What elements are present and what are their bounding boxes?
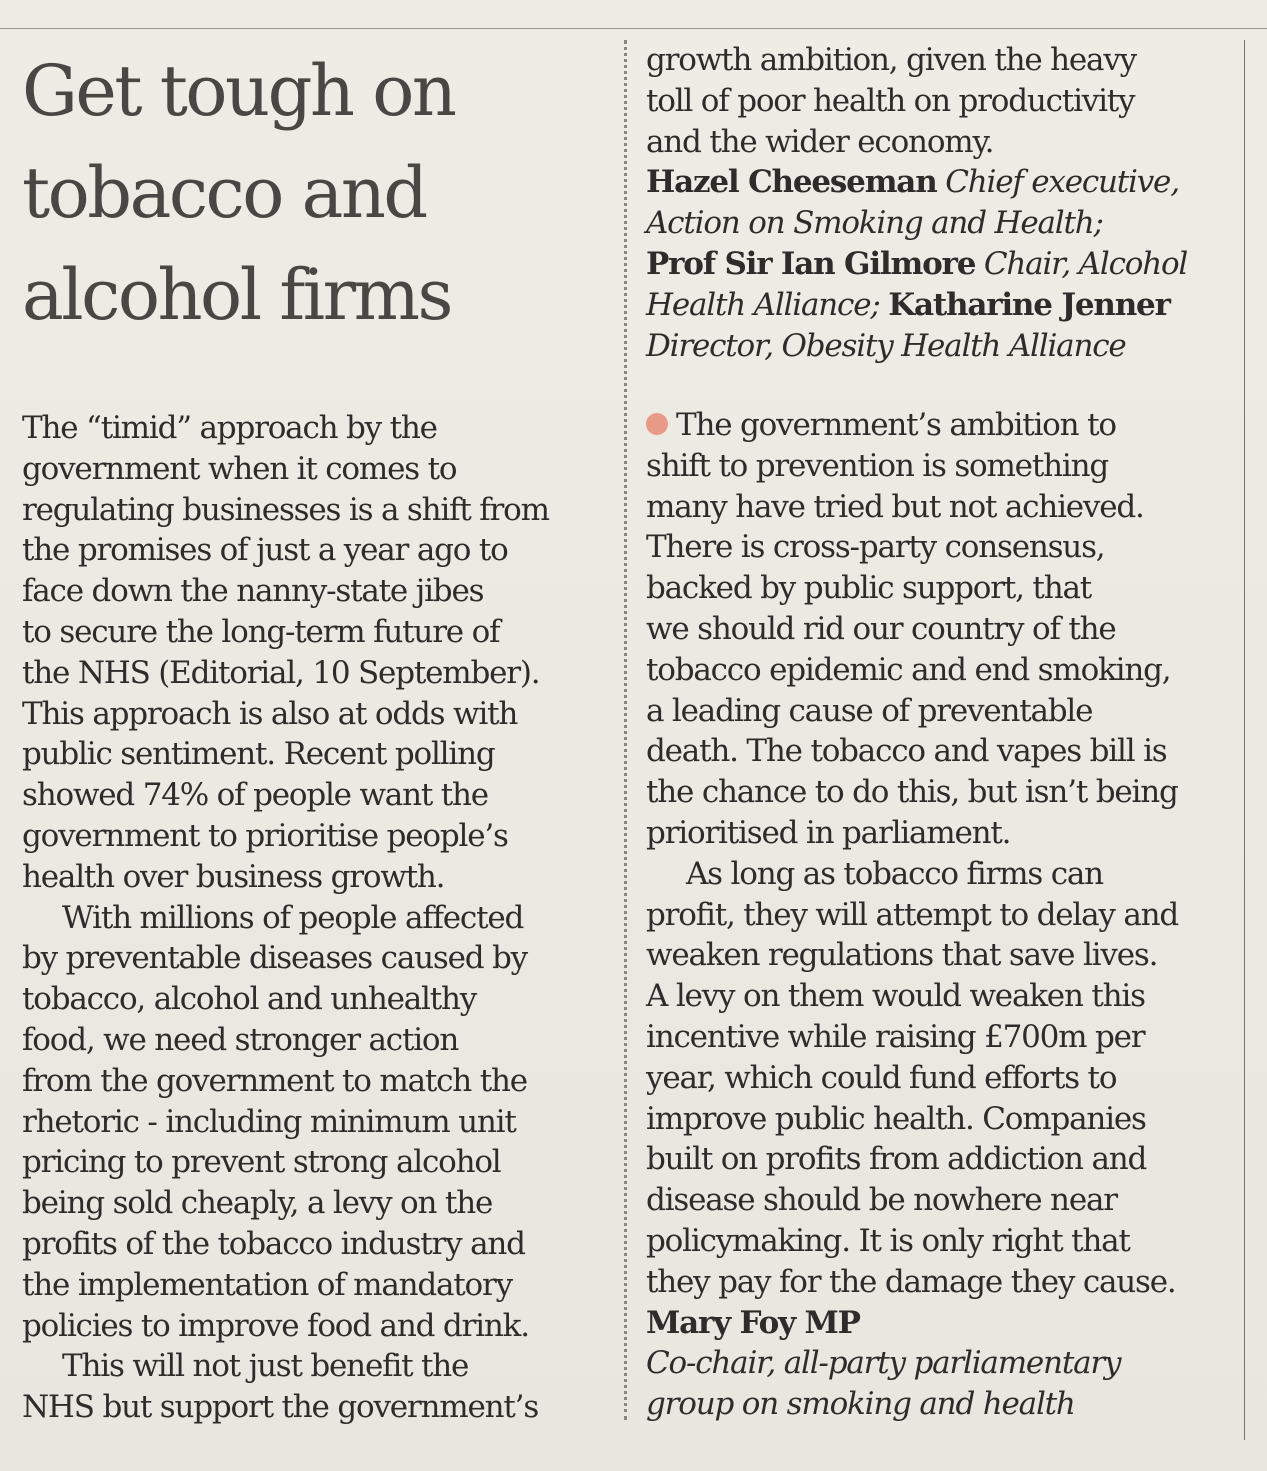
text-line: built on profits from addiction and bbox=[646, 1141, 1147, 1178]
text-line: the chance to do this, but isn’t being bbox=[646, 774, 1178, 811]
right-rule bbox=[1244, 40, 1245, 1440]
text-line: the NHS (Editorial, 10 September). bbox=[22, 654, 540, 691]
letter-1-continuation bbox=[646, 40, 1236, 366]
text-line: from the government to match the bbox=[22, 1062, 527, 1099]
headline-line: alcohol firms bbox=[22, 254, 451, 336]
text-line: regulating businesses is a shift from bbox=[22, 491, 549, 528]
text-line: growth ambition, given the heavy bbox=[646, 42, 1136, 78]
text-line: showed 74% of people want the bbox=[22, 777, 488, 814]
text-line: government to prioritise people’s bbox=[22, 817, 508, 854]
signatory-line bbox=[646, 244, 1236, 285]
text-line: prioritised in parliament. bbox=[646, 814, 1011, 851]
text-line: toll of poor health on productivity bbox=[646, 82, 1135, 119]
text-line: and the wider economy. bbox=[646, 123, 994, 160]
text-line: policymaking. It is only right that bbox=[646, 1222, 1130, 1259]
text-line: the promises of just a year ago to bbox=[22, 532, 508, 569]
text-line: to secure the long-term future of bbox=[22, 613, 500, 650]
text-line: being sold cheaply, a levy on the bbox=[22, 1185, 493, 1222]
text-line: death. The tobacco and vapes bill is bbox=[646, 733, 1167, 770]
text-line: As long as tobacco firms can bbox=[686, 855, 1103, 892]
text-line: tobacco epidemic and end smoking, bbox=[646, 651, 1171, 688]
text-line: incentive while raising £700m per bbox=[646, 1018, 1145, 1055]
text-line: health over business growth. bbox=[22, 858, 445, 895]
text-line: food, we need stronger action bbox=[22, 1021, 459, 1058]
text-line: This will not just benefit the bbox=[62, 1348, 469, 1385]
letter-2-body bbox=[646, 405, 1236, 1425]
text-line: backed by public support, that bbox=[646, 570, 1091, 607]
text-line: by preventable diseases caused by bbox=[22, 940, 527, 977]
text-line: public sentiment. Recent polling bbox=[22, 736, 495, 773]
bullet-dot-icon bbox=[646, 413, 668, 435]
text-line-content: The government’s ambition to bbox=[676, 407, 1116, 443]
signatory-line bbox=[646, 285, 1236, 326]
text-line: a leading cause of preventable bbox=[646, 692, 1093, 729]
text-line: year, which could fund efforts to bbox=[646, 1059, 1117, 1096]
text-line: The “timid” approach by the bbox=[22, 410, 437, 446]
column-divider bbox=[624, 40, 627, 1420]
text-line: we should rid our country of the bbox=[646, 610, 1116, 647]
letter-1-paragraph-1 bbox=[22, 408, 612, 898]
text-line: the implementation of mandatory bbox=[22, 1266, 512, 1303]
text-line: government when it comes to bbox=[22, 450, 457, 487]
text-line: There is cross-party consensus, bbox=[646, 529, 1105, 566]
text-line: profits of the tobacco industry and bbox=[22, 1225, 525, 1262]
signatory-title: Health Alliance; bbox=[646, 286, 880, 323]
signatory-line bbox=[646, 162, 1236, 203]
text-line: face down the nanny-state jibes bbox=[22, 573, 484, 610]
text-line: profit, they will attempt to delay and bbox=[646, 896, 1179, 933]
text-line: This approach is also at odds with bbox=[22, 695, 518, 732]
letter-1-body bbox=[22, 408, 612, 1428]
signatory-name: Katharine Jenner bbox=[888, 286, 1170, 323]
text-line: With millions of people affected bbox=[62, 899, 524, 936]
signatory-title: Chief executive, bbox=[945, 164, 1179, 201]
letter-2-paragraph-1 bbox=[646, 405, 1236, 854]
text-line: NHS but support the government’s bbox=[22, 1389, 539, 1426]
text-line: rhetoric - including minimum unit bbox=[22, 1103, 516, 1140]
signatory-title: Director, Obesity Health Alliance bbox=[646, 327, 1126, 364]
top-rule bbox=[0, 28, 1267, 29]
text-line: many have tried but not achieved. bbox=[646, 488, 1144, 525]
headline bbox=[22, 40, 612, 346]
text-line bbox=[646, 405, 1236, 446]
signatory-title: group on smoking and health bbox=[646, 1386, 1075, 1423]
text-line: policies to improve food and drink. bbox=[22, 1307, 529, 1344]
letter-1-paragraph-3 bbox=[22, 1346, 612, 1428]
signatory-name: Prof Sir Ian Gilmore bbox=[646, 245, 976, 282]
text-line: improve public health. Companies bbox=[646, 1100, 1146, 1137]
signatory-name: Mary Foy MP bbox=[646, 1304, 860, 1341]
signatory-title: Action on Smoking and Health; bbox=[646, 205, 1103, 242]
signatory-name: Hazel Cheeseman bbox=[646, 164, 937, 201]
signatory-title: Chair, Alcohol bbox=[983, 245, 1188, 282]
signatory-title: Co-chair, all-party parliamentary bbox=[646, 1345, 1121, 1382]
text-line: weaken regulations that save lives. bbox=[646, 937, 1158, 974]
text-line: disease should be nowhere near bbox=[646, 1182, 1117, 1219]
text-line: tobacco, alcohol and unhealthy bbox=[22, 981, 477, 1018]
text-line: pricing to prevent strong alcohol bbox=[22, 1144, 501, 1181]
letter-1-paragraph-2 bbox=[22, 898, 612, 1347]
letter-2-paragraph-2 bbox=[646, 854, 1236, 1303]
headline-line: tobacco and bbox=[22, 152, 426, 234]
headline-line: Get tough on bbox=[22, 50, 455, 132]
text-line: they pay for the damage they cause. bbox=[646, 1263, 1176, 1300]
text-line: A levy on them would weaken this bbox=[646, 978, 1145, 1015]
text-line: shift to prevention is something bbox=[646, 447, 1108, 484]
